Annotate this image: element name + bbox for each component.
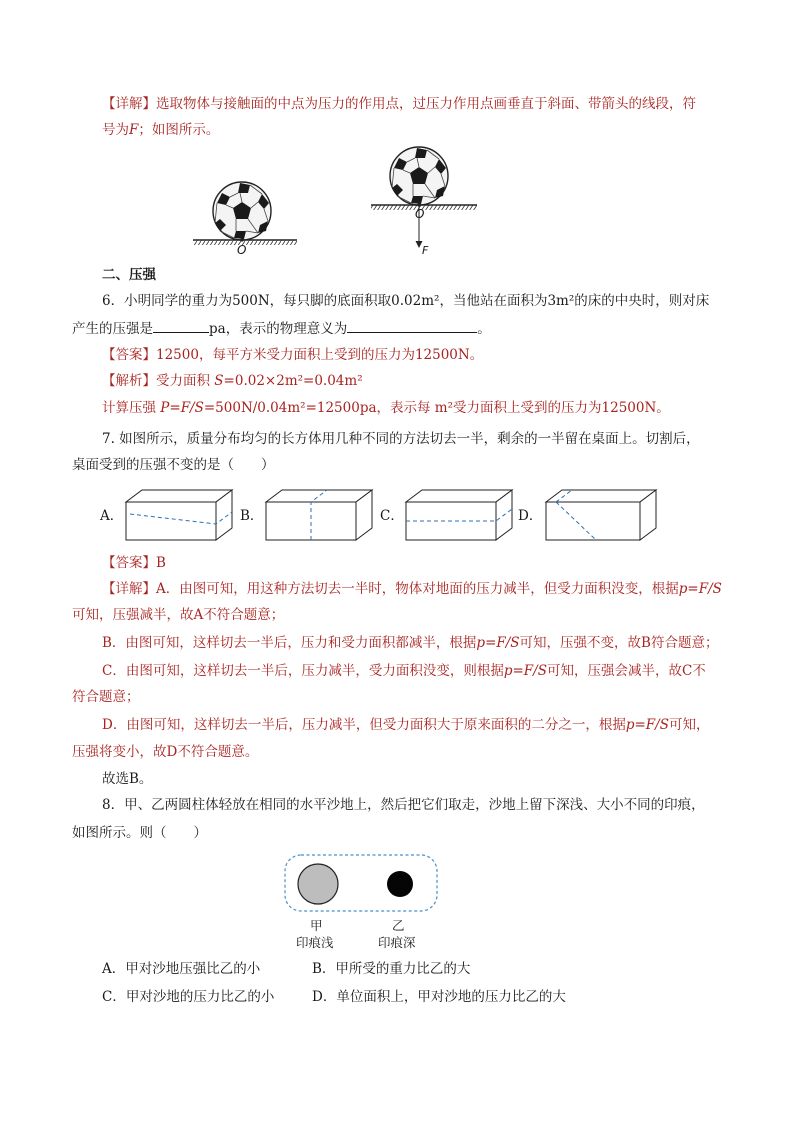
label-o-right: O [415, 207, 425, 221]
label-yi-sub: 印痕深 [378, 935, 416, 950]
q7-box-c [398, 484, 518, 546]
q8-option-a[interactable]: A．甲对沙地压强比乙的小 [102, 961, 261, 977]
q8-option-b[interactable]: B．甲所受的重力比乙的大 [312, 961, 471, 977]
label-o-left: O [237, 243, 247, 257]
imprint-yi [387, 871, 413, 897]
q7-detail-c1: C．由图可知，这样切去一半后，压力减半，受力面积没变，则根据p=F/S可知，压强会减半，故C不 [102, 663, 706, 679]
q8-line1: 8．甲、乙两圆柱体轻放在相同的水平沙地上，然后把它们取走，沙地上留下深浅、大小不同的印痕， [102, 797, 705, 813]
q7-detail-b: B．由图可知，这样切去一半后，压力和受力面积都减半，根据p=F/S可知，压强不变，故B符合题意； [102, 635, 719, 651]
detail1-line2: 号为F；如图所示。 [102, 122, 220, 138]
detail1-line1: 【详解】选取物体与接触面的中点为压力的作用点，过压力作用点画垂直于斜面、带箭头的线段，符 [102, 96, 696, 112]
q6-analysis: 【解析】受力面积 S=0.02×2m²=0.04m² [102, 373, 363, 389]
q7-option-a-label[interactable]: A． [100, 508, 124, 524]
label-yi: 乙 [392, 918, 405, 933]
q7-detail-d2: 压强将变小，故D不符合题意。 [72, 744, 259, 760]
q7-conclusion: 故选B。 [102, 771, 153, 787]
blank-meaning[interactable] [347, 318, 477, 333]
q7-line2: 桌面受到的压强不变的是（ ） [72, 457, 275, 473]
q7-detail-a2: 可知，压强减半，故A不符合题意； [72, 607, 285, 623]
q7-answer: 【答案】B [102, 555, 166, 571]
q7-option-c-label[interactable]: C． [380, 508, 404, 524]
soccer-ball-figure [185, 145, 485, 263]
section-heading: 二、压强 [102, 267, 156, 283]
q7-line1: 7. 如图所示，质量分布均匀的长方体用几种不同的方法切去一半，剩余的一半留在桌面上。切割后， [102, 431, 700, 447]
q7-option-d-label[interactable]: D． [518, 508, 543, 524]
q6-calc: 计算压强 P=F/S=500N/0.04m²=12500pa，表示每 m²受力面积上受到的压力为12500N。 [102, 400, 670, 416]
q6-line1: 6．小明同学的重力为500N，每只脚的底面积取0.02m²，当他站在面积为3m²的床的中央时，则对床 [102, 293, 710, 309]
q8-line2: 如图所示。则（ ） [72, 825, 207, 841]
q8-option-c[interactable]: C．甲对沙地的压力比乙的小 [102, 989, 275, 1005]
q7-box-a [118, 484, 238, 546]
q6-line2: 产生的压强是 pa，表示的物理意义为 。 [72, 318, 491, 340]
q7-detail-d1: D．由图可知，这样切去一半后，压力减半，但受力面积大于原来面积的二分之一，根据p=F/S可知， [102, 717, 710, 733]
q6-answer: 【答案】12500，每平方米受力面积上受到的压力为12500N。 [102, 347, 484, 363]
label-jia-sub: 印痕浅 [296, 935, 334, 950]
label-jia: 甲 [310, 918, 323, 933]
q8-option-d[interactable]: D．单位面积上，甲对沙地的压力比乙的大 [312, 989, 566, 1005]
label-f: F [422, 244, 429, 257]
imprint-jia [298, 864, 338, 904]
q7-box-d [538, 484, 663, 546]
sand-imprint-figure [282, 852, 442, 916]
detail-tag: 【详解】 [102, 96, 156, 112]
blank-pressure[interactable] [153, 318, 209, 333]
q7-option-b-label[interactable]: B． [240, 508, 264, 524]
q7-box-b [258, 484, 378, 546]
q7-detail-a1: 【详解】A．由图可知，用这种方法切去一半时，物体对地面的压力减半，但受力面积没变，根据p=F/S [102, 581, 722, 597]
q7-detail-c2: 符合题意； [72, 689, 140, 705]
